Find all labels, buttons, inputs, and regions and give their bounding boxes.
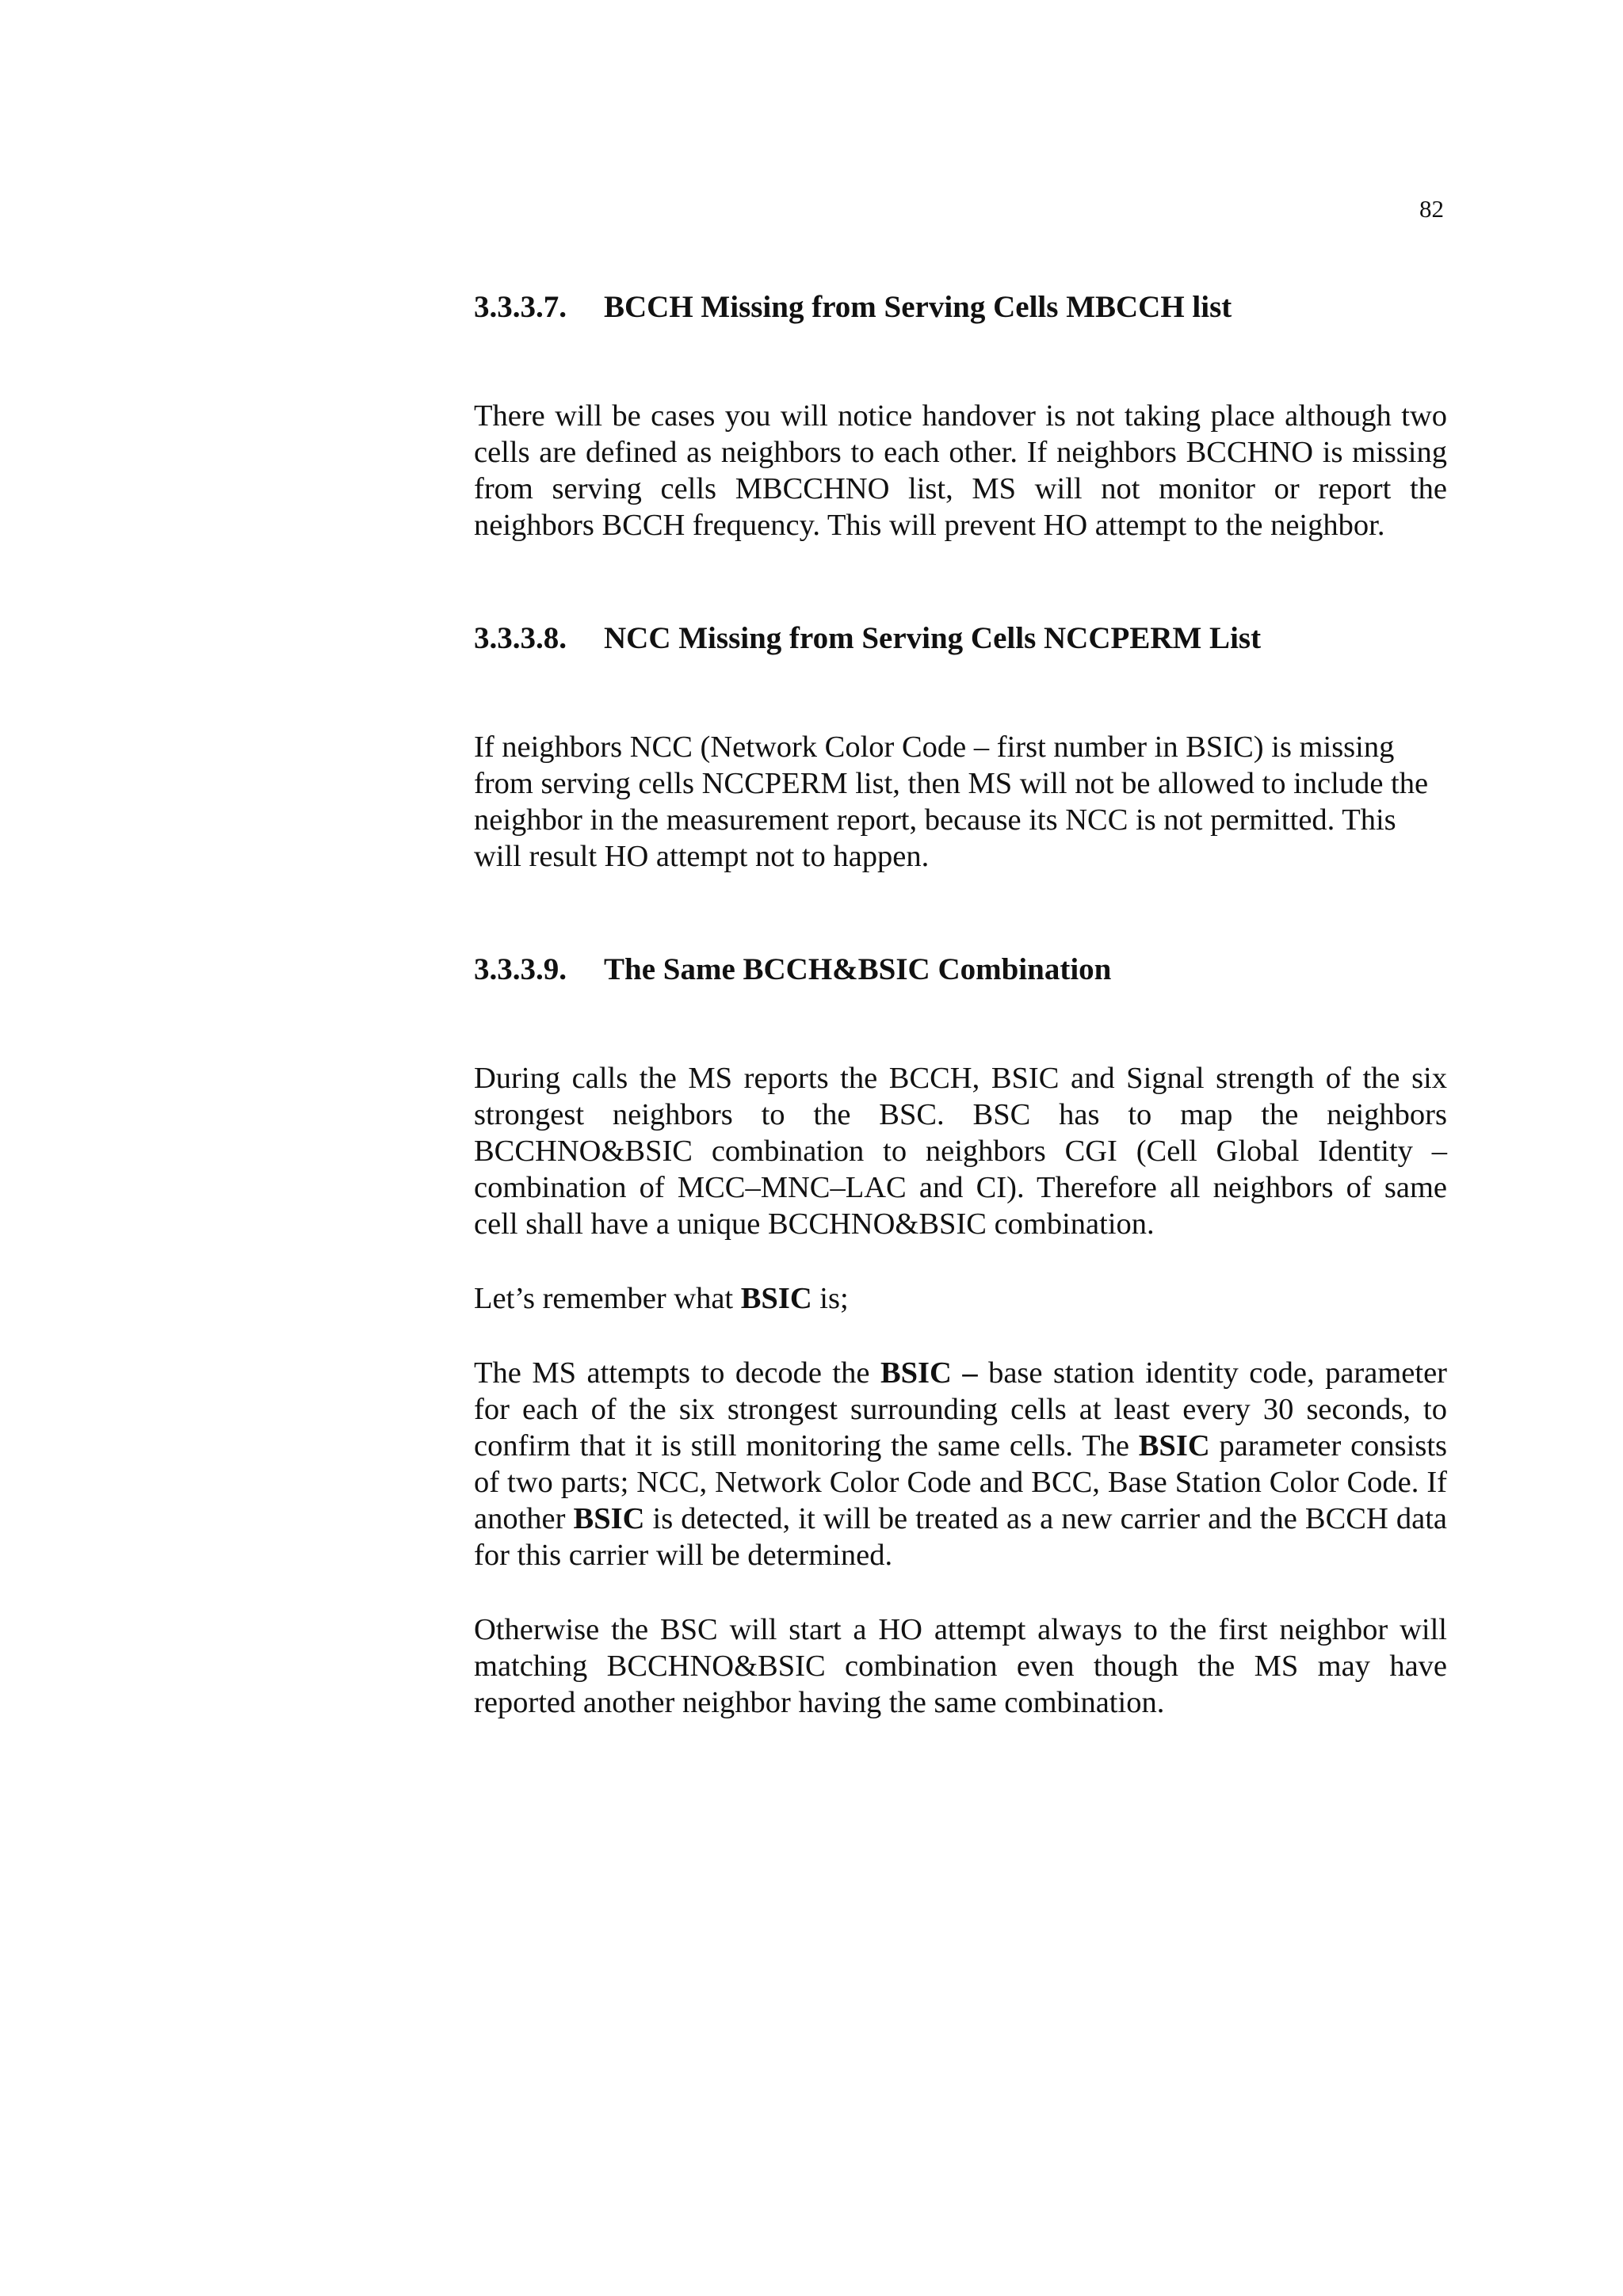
paragraph bbox=[474, 1355, 1447, 1573]
paragraph: During calls the MS reports the BCCH, BSIC and Signal strength of the six strongest neighbors to the BSC. BSC has to map the neighbors BCCHNO&BSIC combination to neighbors CGI (Cell Global Identity – combination of MCC–MNC–LAC and CI). Therefore all neighbors of same cell shall have a unique BCCHNO&BSIC combination. bbox=[474, 1062, 1447, 1241]
page-number: 82 bbox=[1419, 195, 1444, 223]
text-run: parameter consists of two parts; NCC, Network Color Code and BCC, Base Station Color Code. If another bbox=[474, 1429, 1447, 1535]
document-body bbox=[474, 284, 1447, 1721]
text-run: is detected, it will be treated as a new carrier and the BCCH data for this carrier will be determined. bbox=[474, 1502, 1447, 1572]
bold-term: BSIC bbox=[1138, 1429, 1210, 1463]
section-title: The Same BCCH&BSIC Combination bbox=[604, 952, 1112, 986]
text-run: Let’s remember what bbox=[474, 1282, 741, 1315]
paragraph: There will be cases you will notice handover is not taking place although two cells are defined as neighbors to each other. If neighbors BCCHNO is missing from serving cells MBCCHNO list, MS will not monitor or report the neighbors BCCH frequency. This will prevent HO attempt to the neighbor. bbox=[474, 399, 1447, 542]
paragraph bbox=[474, 1280, 1447, 1317]
text-run: is; bbox=[812, 1282, 849, 1315]
paragraph: If neighbors NCC (Network Color Code – first number in BSIC) is missing from serving cells NCCPERM list, then MS will not be allowed to include the neighbor in the measurement report, because its NCC is not permitted. This will result HO attempt not to happen. bbox=[474, 730, 1429, 873]
text-run: base station identity code, parameter for each of the six strongest surrounding cells at least every 30 seconds, to confirm that it is still monitoring the same cells. The bbox=[474, 1356, 1447, 1463]
section-heading-3-3-3-7 bbox=[474, 284, 1447, 331]
bold-term: BSIC bbox=[573, 1502, 645, 1535]
section-number: 3.3.3.8. bbox=[474, 621, 567, 655]
section-title: BCCH Missing from Serving Cells MBCCH list bbox=[604, 290, 1232, 324]
text-run: The MS attempts to decode the bbox=[474, 1356, 880, 1390]
section-heading-3-3-3-8 bbox=[474, 615, 1447, 662]
section-number: 3.3.3.9. bbox=[474, 952, 567, 986]
bold-term: BSIC bbox=[740, 1282, 812, 1315]
paragraph: Otherwise the BSC will start a HO attempt always to the first neighbor will matching BCCHNO&BSIC combination even though the MS may have reported another neighbor having the same combination. bbox=[474, 1613, 1447, 1719]
section-heading-3-3-3-9 bbox=[474, 946, 1447, 994]
section-title: NCC Missing from Serving Cells NCCPERM List bbox=[604, 621, 1262, 655]
bold-term: BSIC – bbox=[880, 1356, 978, 1390]
section-number: 3.3.3.7. bbox=[474, 290, 567, 324]
